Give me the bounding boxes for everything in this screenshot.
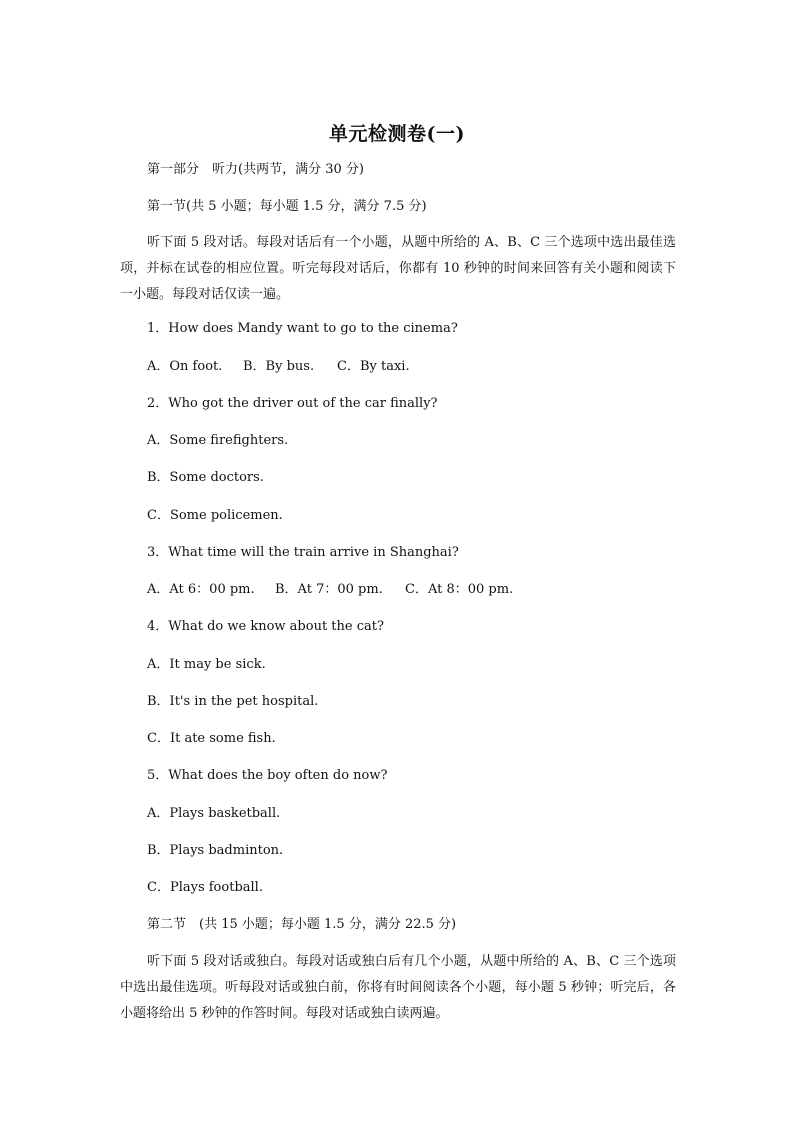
question-4-option-a: A．It may be sick. (147, 657, 266, 672)
question-5-option-b: B．Plays badminton. (147, 843, 284, 858)
question-4-stem: 4．What do we know about the cat? (147, 619, 384, 634)
part1-heading: 第一部分 听力(共两节，满分 30 分) (147, 162, 364, 177)
question-1-option-a: A．On foot. (147, 359, 223, 374)
question-3-option-b: B．At 7：00 pm. (275, 582, 383, 597)
question-3-option-a: A．At 6：00 pm. (147, 582, 255, 597)
question-1-option-c: C．By taxi. (337, 359, 410, 374)
question-1-options (147, 357, 410, 377)
section1-instructions: 听下面 5 段对话。每段对话后有一个小题，从题中所给的 A、B、C 三个选项中选出最佳选项，并标在试卷的相应位置。听完每段对话后，你都有 10 秒钟的时间来回答有关小题和阅读下一小题。每段对话仅读一遍。 (120, 235, 676, 302)
question-4-option-b: B．It's in the pet hospital. (147, 694, 319, 709)
question-5-stem: 5．What does the boy often do now? (147, 768, 388, 783)
question-2-stem: 2．Who got the driver out of the car finally? (147, 396, 438, 411)
page-title: 单元检测卷(一) (329, 123, 465, 145)
question-2-option-c: C．Some policemen. (147, 508, 283, 523)
section2-instructions: 听下面 5 段对话或独白。每段对话或独白后有几个小题，从题中所给的 A、B、C 三个选项中选出最佳选项。听每段对话或独白前，你将有时间阅读各个小题，每小题 5 秒钟；听完后，各小题将给出 5 秒钟的作答时间。每段对话或独白读两遍。 (120, 954, 676, 1021)
question-5-option-a: A．Plays basketball. (147, 806, 281, 821)
question-1-stem: 1．How does Mandy want to go to the cinema? (147, 321, 458, 336)
question-4-option-c: C．It ate some fish. (147, 731, 276, 746)
question-1-option-b: B．By bus. (243, 359, 315, 374)
question-3-option-c: C．At 8：00 pm. (405, 582, 514, 597)
question-2-option-b: B．Some doctors. (147, 470, 264, 485)
section2-heading: 第二节 (共 15 小题；每小题 1.5 分，满分 22.5 分) (147, 917, 457, 932)
question-2-option-a: A．Some firefighters. (147, 433, 289, 448)
question-3-stem: 3．What time will the train arrive in Shanghai? (147, 545, 459, 560)
question-5-option-c: C．Plays football. (147, 880, 263, 895)
question-3-options (147, 580, 513, 600)
section1-heading: 第一节(共 5 小题；每小题 1.5 分，满分 7.5 分) (147, 199, 427, 214)
